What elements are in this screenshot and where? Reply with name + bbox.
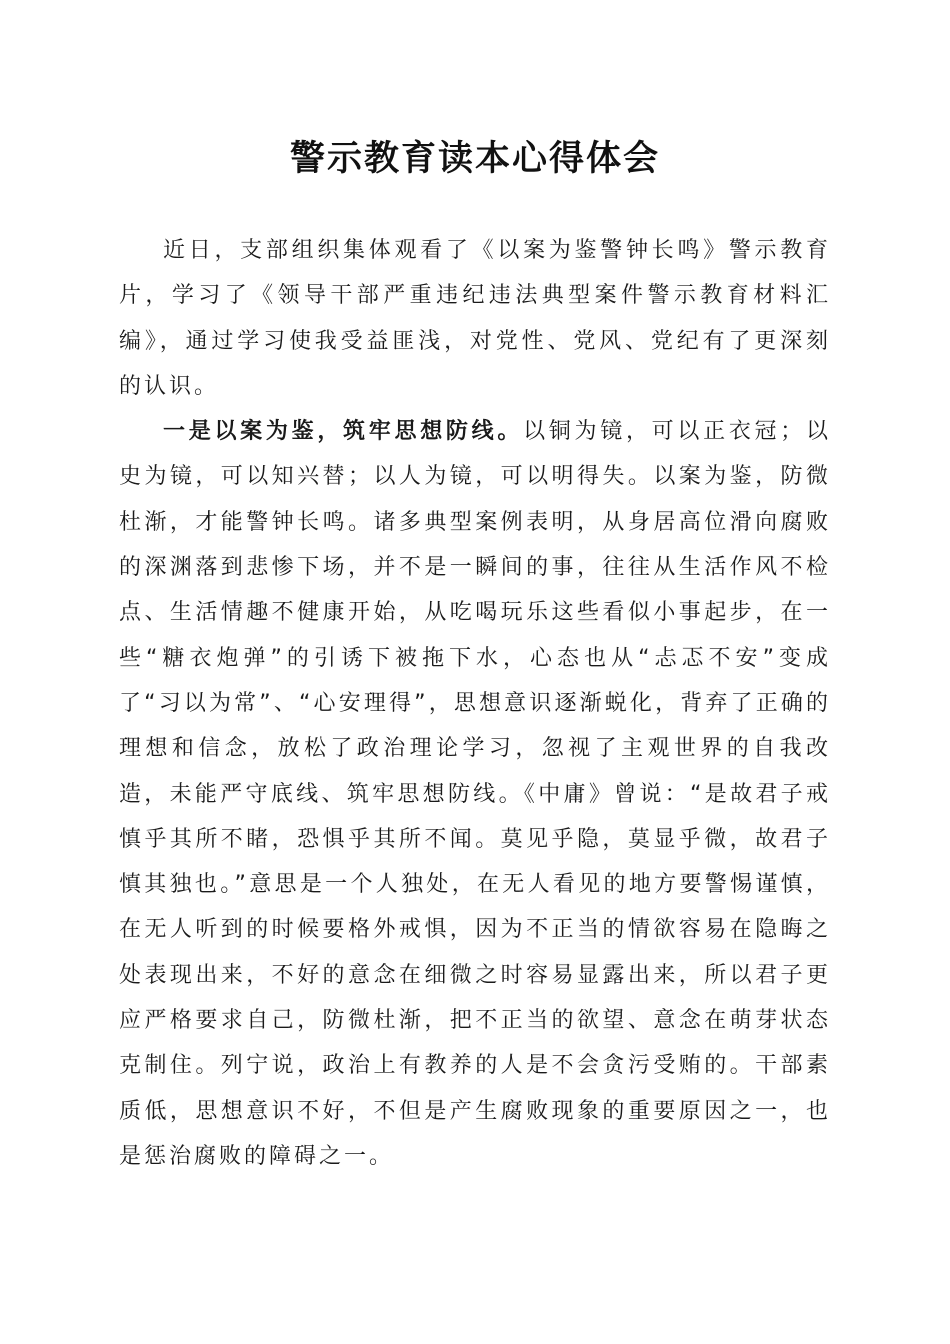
page-title: 警示教育读本心得体会	[289, 138, 660, 179]
paragraph-point-one	[119, 409, 831, 1179]
paragraph-point-one-text: 以铜为镜，可以正衣冠；以史为镜，可以知兴替；以人为镜，可以明得失。以案为鉴，防微杜渐，才能警钟长鸣。诸多典型案例表明，从身居高位滑向腐败的深渊落到悲惨下场，并不是一瞬间的事，往往从生活作风不检点、生活情趣不健康开始，从吃喝玩乐这些看似小事起步，在一些“糖衣炮弹”的引诱下被拖下水，心态也从“忐忑不安”变成了“习以为常”、“心安理得”，思想意识逐渐蜕化，背弃了正确的理想和信念，放松了政治理论学习，忽视了主观世界的自我改造，未能严守底线、筑牢思想防线。《中庸》曾说：“是故君子戒慎乎其所不睹，恐惧乎其所不闻。莫见乎隐，莫显乎微，故君子慎其独也。”意思是一个人独处，在无人看见的地方要警惕谨慎，在无人听到的时候要格外戒惧，因为不正当的情欲容易在隐晦之处表现出来，不好的意念在细微之时容易显露出来，所以君子更应严格要求自己，防微杜渐，把不正当的欲望、意念在萌芽状态克制住。列宁说，政治上有教养的人是不会贪污受贿的。干部素质低，思想意识不好，不但是产生腐败现象的重要原因之一，也是惩治腐败的障碍之一。	[119, 419, 831, 1169]
paragraph-intro-text: 近日，支部组织集体观看了《以案为鉴警钟长鸣》警示教育片，学习了《领导干部严重违纪违法典型案件警示教育材料汇编》，通过学习使我受益匪浅，对党性、党风、党纪有了更深刻的认识。	[119, 238, 831, 399]
document-body	[119, 228, 831, 1179]
paragraph-intro	[119, 228, 831, 409]
paragraph-point-one-lead: 一是以案为鉴，筑牢思想防线。	[163, 419, 524, 445]
